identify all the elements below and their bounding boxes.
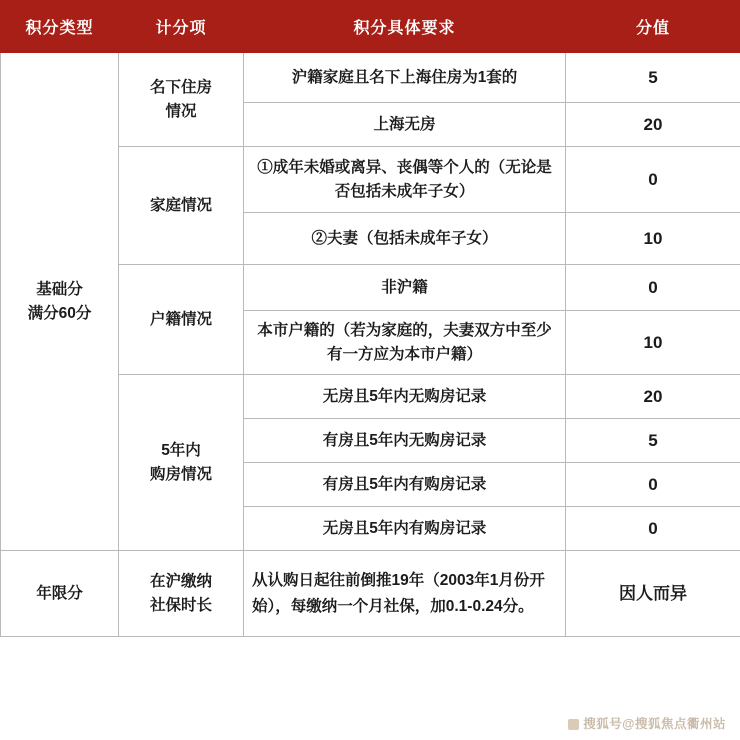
- item-label-line1: 户籍情况: [149, 310, 212, 328]
- requirement-cell: 从认购日起往前倒推19年（2003年1月份开始），每缴纳一个月社保，加0.1-0.24分。: [244, 551, 566, 637]
- group-cell-duration-score: [1, 551, 119, 637]
- table-header: [1, 1, 740, 53]
- value-cell: 0: [566, 265, 740, 311]
- value-cell: 因人而异: [566, 551, 740, 637]
- item-label-line1: 5年内: [161, 442, 201, 460]
- value-cell: 0: [566, 507, 740, 551]
- column-header-score-item: 计分项: [119, 1, 244, 53]
- item-cell-household-registration: [119, 265, 244, 375]
- group-label-line1: 年限分: [36, 584, 83, 602]
- value-cell: 20: [566, 103, 740, 147]
- requirement-cell: 有房且5年内有购房记录: [244, 463, 566, 507]
- requirement-cell: 有房且5年内无购房记录: [244, 419, 566, 463]
- column-header-requirement: 积分具体要求: [244, 1, 566, 53]
- item-cell-family-status: [119, 147, 244, 265]
- table-row: [1, 551, 740, 637]
- item-cell-housing-status: [119, 53, 244, 147]
- value-cell: 20: [566, 375, 740, 419]
- watermark-text: 搜狐号@搜狐焦点衢州站: [583, 717, 726, 731]
- requirement-cell: 上海无房: [244, 103, 566, 147]
- group-label-line2: 满分60分: [27, 304, 92, 322]
- requirement-cell: 沪籍家庭且名下上海住房为1套的: [244, 53, 566, 103]
- requirement-cell: ②夫妻（包括未成年子女）: [244, 213, 566, 265]
- requirement-cell: 无房且5年内有购房记录: [244, 507, 566, 551]
- item-cell-purchase-history-5y: [119, 375, 244, 551]
- requirement-cell: 非沪籍: [244, 265, 566, 311]
- value-cell: 5: [566, 53, 740, 103]
- column-header-value: 分值: [566, 1, 740, 53]
- watermark-logo-icon: [568, 719, 579, 730]
- group-cell-basic-score: [1, 53, 119, 551]
- table-row: [1, 53, 740, 103]
- value-cell: 0: [566, 147, 740, 213]
- item-label-line1: 家庭情况: [149, 196, 212, 214]
- item-label-line2: 情况: [165, 102, 197, 120]
- item-label-line1: 在沪缴纳: [149, 573, 212, 591]
- value-cell: 10: [566, 311, 740, 375]
- value-cell: 0: [566, 463, 740, 507]
- column-header-score-type: 积分类型: [1, 1, 119, 53]
- requirement-cell: 无房且5年内无购房记录: [244, 375, 566, 419]
- item-label-line2: 购房情况: [149, 465, 212, 483]
- value-cell: 5: [566, 419, 740, 463]
- value-cell: 10: [566, 213, 740, 265]
- group-label-line1: 基础分: [36, 281, 83, 299]
- item-label-line1: 名下住房: [149, 79, 212, 97]
- watermark: [568, 714, 726, 732]
- table-body: [1, 53, 740, 637]
- item-cell-social-insurance-duration: [119, 551, 244, 637]
- item-label-line2: 社保时长: [149, 596, 212, 614]
- requirement-cell: ①成年未婚或离异、丧偶等个人的（无论是否包括未成年子女）: [244, 147, 566, 213]
- table-header-row: [1, 1, 740, 53]
- requirement-cell: 本市户籍的（若为家庭的，夫妻双方中至少有一方应为本市户籍）: [244, 311, 566, 375]
